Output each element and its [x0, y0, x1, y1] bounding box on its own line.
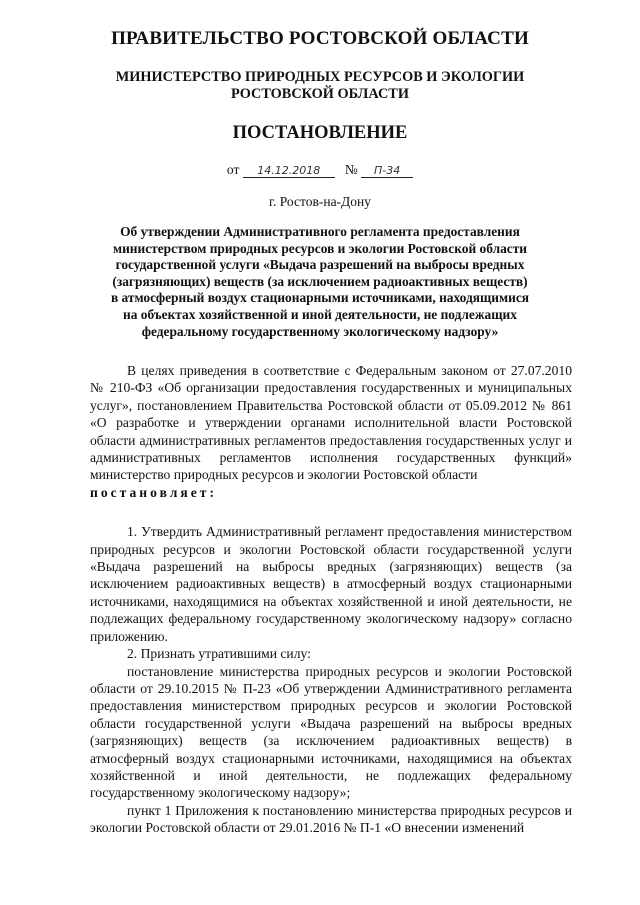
preamble-paragraph: В целях приведения в соответствие с Федеральным законом от 27.07.2010 № 210-ФЗ «Об организации предоставления государственных и муниципальных услуг», постановлением Правительства Ростовской области от 05.09.2012 № 861 «О разработке и утверждении органами исполнительной власти Ростовской области административных регламентов предоставления государственных услуг и административных регламентов исполнения государственных функций» министерство природных ресурсов и экологии Ростовской области [90, 363, 572, 483]
title-line: (загрязняющих) веществ (за исключением радиоактивных веществ) [112, 273, 528, 289]
document-type: ПОСТАНОВЛЕНИЕ [232, 123, 408, 143]
resolves-word: постановляет: [90, 484, 217, 500]
item-1-paragraph: 1. Утвердить Административный регламент предоставления министерством природных ресурсов и экологии Ростовской области государственной услуги «Выдача разрешений на выбросы вредных (загрязняющих) веществ (за исключением радиоактивных веществ) в атмосферный воздух стационарными источниками, находящимися на объектах хозяйственной и иной деятельности, не подлежащих федеральному государственному экологическому надзору» согласно приложению. [90, 524, 572, 644]
title-line: на объектах хозяйственной и иной деятельности, не подлежащих [123, 306, 517, 322]
title-line: Об утверждении Административного регламента предоставления [120, 224, 520, 239]
government-heading: ПРАВИТЕЛЬСТВО РОСТОВСКОЙ ОБЛАСТИ [111, 28, 529, 49]
date-prefix: от [226, 162, 240, 177]
item-2-sub-1-paragraph: постановление министерства природных ресурсов и экологии Ростовской области от 29.10.2015 № П-23 «Об утверждении Административного регламента предоставления министерством природных ресурсов и экологии Ростовской области государственной услуги «Выдача разрешений на выбросы вредных (загрязняющих) веществ (за исключением радиоактивных веществ) в атмосферный воздух стационарными источниками, находящимися на объектах хозяйственной и иной деятельности, не подлежащих федеральному государственному экологическому надзору»; [90, 663, 572, 801]
resolution-title [100, 224, 540, 340]
title-line: федеральному государственному экологическому надзору» [141, 323, 499, 339]
document-body [90, 362, 572, 837]
number-prefix: № [344, 162, 358, 177]
spacer [90, 501, 572, 523]
title-line: министерством природных ресурсов и экологии Ростовской области [112, 240, 528, 256]
ministry-line-1: МИНИСТЕРСТВО ПРИРОДНЫХ РЕСУРСОВ И ЭКОЛОГИИ [115, 69, 525, 85]
title-line: государственной услуги «Выдача разрешений на выбросы вредных [115, 257, 525, 273]
handwritten-date: 14.12.2018 [243, 164, 335, 178]
item-2-sub-2-paragraph: пункт 1 Приложения к постановлению министерства природных ресурсов и экологии Ростовской области от 29.01.2016 № П-1 «О внесении изменений [90, 802, 572, 836]
ministry-line-2: РОСТОВСКОЙ ОБЛАСТИ [231, 86, 409, 102]
city: г. Ростов-на-Дону [268, 194, 371, 209]
handwritten-number: П-34 [361, 164, 413, 178]
item-2-paragraph: 2. Признать утратившими силу: [127, 646, 311, 662]
date-number-line [0, 162, 640, 178]
title-line: в атмосферный воздух стационарными источниками, находящимися [110, 290, 530, 306]
ministry-heading [0, 69, 640, 103]
